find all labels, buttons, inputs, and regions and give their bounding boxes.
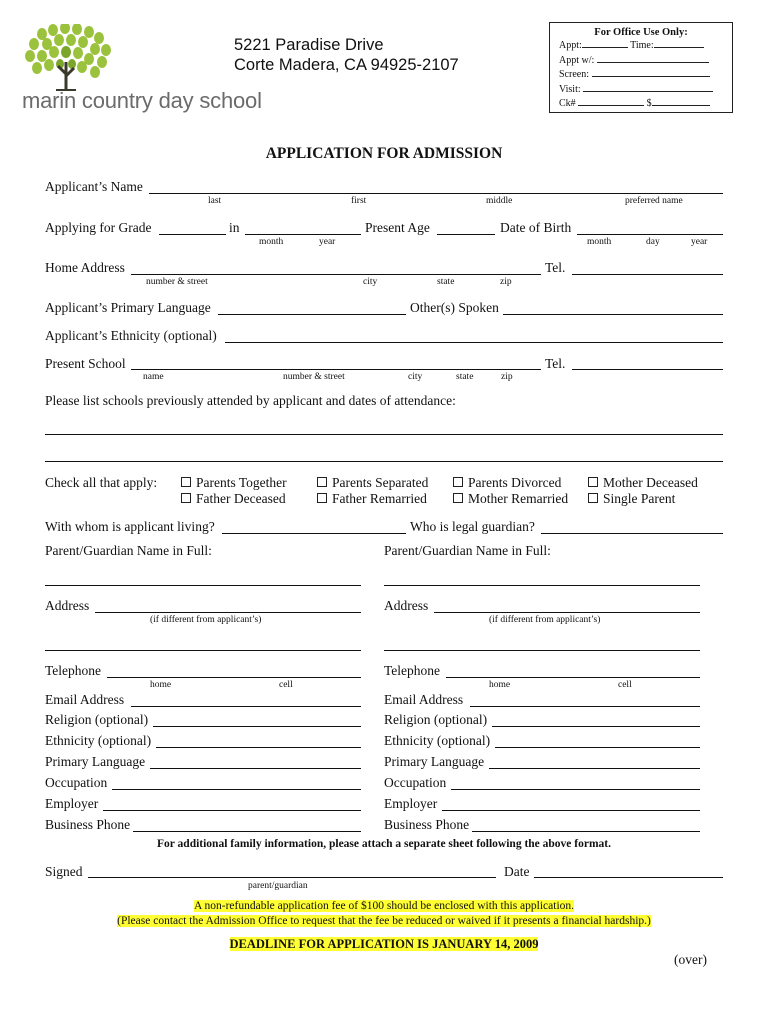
option-mother-remarried[interactable]	[453, 491, 568, 507]
parent-business-phone-field[interactable]	[472, 831, 700, 832]
parent-business-phone-label: Business Phone	[45, 817, 131, 832]
parent-occupation-field[interactable]	[451, 789, 700, 790]
parent-primary-language-label: Primary Language	[384, 754, 485, 769]
office-screen-label: Screen:	[559, 69, 589, 80]
living-with-field[interactable]	[222, 533, 406, 534]
sub-middle: middle	[486, 196, 513, 206]
previous-schools-label: Please list schools previously attended by applicant and dates of attendance:	[45, 393, 456, 408]
grade-label: Applying for Grade	[45, 220, 152, 235]
applicant-name-label: Applicant’s Name	[45, 179, 143, 194]
sub-first: first	[351, 196, 367, 206]
sub-preferred-name: preferred name	[625, 196, 683, 206]
office-appt-field[interactable]	[582, 38, 628, 48]
present-school-label: Present School	[45, 356, 126, 371]
parent-employer-field[interactable]	[442, 810, 700, 811]
parent-telephone-label: Telephone	[45, 663, 102, 678]
sub-dob-day: day	[646, 237, 660, 247]
office-dollar-label: $	[646, 98, 652, 109]
sub-if-different: (if different from applicant’s)	[489, 615, 601, 625]
parent-address-field[interactable]	[95, 612, 361, 613]
parent-employer-field[interactable]	[103, 810, 361, 811]
checkbox[interactable]	[453, 493, 463, 503]
others-spoken-field[interactable]	[503, 314, 723, 315]
option-label: Parents Together	[196, 475, 287, 490]
option-parents-together[interactable]	[181, 475, 287, 491]
home-address-label: Home Address	[45, 260, 125, 275]
parent-name-label: Parent/Guardian Name in Full:	[384, 543, 551, 558]
option-label: Mother Deceased	[603, 475, 698, 490]
parent-email-label: Email Address	[384, 692, 464, 707]
checkbox[interactable]	[453, 477, 463, 487]
parent-primary-language-field[interactable]	[489, 768, 700, 769]
parent-email-label: Email Address	[45, 692, 125, 707]
grade-field[interactable]	[159, 234, 226, 235]
parent-telephone-label: Telephone	[384, 663, 441, 678]
school-address-line1: 5221 Paradise Drive	[234, 36, 384, 54]
sub-school-zip: zip	[501, 372, 513, 382]
parent-occupation-label: Occupation	[45, 775, 108, 790]
parent-ethnicity-label: Ethnicity (optional)	[384, 733, 491, 748]
checkbox[interactable]	[317, 477, 327, 487]
sub-if-different: (if different from applicant’s)	[150, 615, 262, 625]
office-use-box	[549, 22, 733, 113]
parent-name-label: Parent/Guardian Name in Full:	[45, 543, 212, 558]
date-label: Date	[504, 864, 530, 879]
parent-primary-language-field[interactable]	[150, 768, 361, 769]
sub-home-zip: zip	[500, 277, 512, 287]
sub-dob-month: month	[587, 237, 612, 247]
over-note: (over)	[674, 952, 707, 967]
option-label: Parents Divorced	[468, 475, 562, 490]
school-tel-label: Tel.	[545, 356, 566, 371]
signed-label: Signed	[45, 864, 83, 879]
parent-business-phone-label: Business Phone	[384, 817, 470, 832]
office-ck-field[interactable]	[578, 96, 644, 106]
office-screen-field[interactable]	[592, 67, 710, 77]
parent-telephone-field[interactable]	[446, 677, 700, 678]
parent-primary-language-label: Primary Language	[45, 754, 146, 769]
check-all-label: Check all that apply:	[45, 475, 158, 490]
office-amount-field[interactable]	[652, 96, 710, 106]
school-tel-field[interactable]	[572, 369, 723, 370]
sub-cell: cell	[279, 680, 293, 690]
checkbox[interactable]	[588, 493, 598, 503]
sub-home-city: city	[363, 277, 378, 287]
sub-school-name: name	[143, 372, 164, 382]
legal-guardian-field[interactable]	[541, 533, 723, 534]
sub-home: home	[489, 680, 511, 690]
option-parents-separated[interactable]	[317, 475, 428, 491]
previous-schools-field-2[interactable]	[45, 461, 723, 462]
sub-grade-year: year	[319, 237, 336, 247]
home-tel-field[interactable]	[572, 274, 723, 275]
parent-religion-field[interactable]	[153, 726, 361, 727]
present-age-label: Present Age	[365, 220, 430, 235]
sub-grade-month: month	[259, 237, 284, 247]
parent-name-field[interactable]	[45, 585, 361, 586]
option-label: Father Remarried	[332, 491, 427, 506]
parent-religion-label: Religion (optional)	[384, 712, 488, 727]
sub-home-number-street: number & street	[146, 277, 208, 287]
primary-language-label: Applicant’s Primary Language	[45, 300, 211, 315]
office-appt-with-label: Appt w/:	[559, 54, 595, 66]
sub-last: last	[208, 196, 222, 206]
sub-home: home	[150, 680, 172, 690]
option-label: Mother Remarried	[468, 491, 569, 506]
primary-language-field[interactable]	[218, 314, 406, 315]
office-ck-label: Ck#	[559, 98, 576, 109]
parent-address-label: Address	[384, 598, 429, 613]
sub-school-city: city	[408, 372, 423, 382]
parent-address-label: Address	[45, 598, 90, 613]
checkbox[interactable]	[317, 493, 327, 503]
option-parents-divorced[interactable]	[453, 475, 561, 491]
option-mother-deceased[interactable]	[588, 475, 698, 491]
school-address-line2: Corte Madera, CA 94925-2107	[234, 56, 459, 74]
school-logo-tree	[22, 24, 116, 92]
home-address-field[interactable]	[131, 274, 541, 275]
parent-address-field[interactable]	[434, 612, 700, 613]
parent-employer-label: Employer	[45, 796, 99, 811]
checkbox[interactable]	[588, 477, 598, 487]
present-age-field[interactable]	[437, 234, 495, 235]
previous-schools-field-1[interactable]	[45, 434, 723, 435]
in-label: in	[229, 220, 240, 235]
sub-cell: cell	[618, 680, 632, 690]
parent-occupation-label: Occupation	[384, 775, 447, 790]
signature-field[interactable]	[88, 877, 496, 878]
others-spoken-label: Other(s) Spoken	[410, 300, 499, 315]
ethnicity-label: Applicant’s Ethnicity (optional)	[45, 328, 217, 343]
home-tel-label: Tel.	[545, 260, 566, 275]
form-title: APPLICATION FOR ADMISSION	[265, 145, 503, 162]
parent-email-field[interactable]	[470, 706, 700, 707]
additional-info-note: For additional family information, please attach a separate sheet following the above format.	[157, 838, 611, 850]
option-single-parent[interactable]	[588, 491, 675, 507]
office-visit-label: Visit:	[559, 83, 581, 95]
sub-parent-guardian: parent/guardian	[248, 881, 308, 891]
ethnicity-field[interactable]	[225, 342, 723, 343]
fee-note: A non-refundable application fee of $100 should be enclosed with this application.	[193, 900, 575, 912]
applicant-name-field[interactable]	[149, 193, 723, 194]
sub-school-number-street: number & street	[283, 372, 345, 382]
parent-ethnicity-field[interactable]	[156, 747, 361, 748]
parent-address-field-2[interactable]	[45, 650, 361, 651]
option-father-remarried[interactable]	[317, 491, 427, 507]
office-appt-label: Appt:	[559, 40, 582, 51]
option-label: Single Parent	[603, 491, 676, 506]
dob-field[interactable]	[577, 234, 723, 235]
office-appt-with-field[interactable]	[597, 53, 709, 63]
deadline-notice: DEADLINE FOR APPLICATION IS JANUARY 14, 2009	[229, 937, 539, 951]
sub-dob-year: year	[691, 237, 708, 247]
parent-religion-field[interactable]	[492, 726, 700, 727]
option-label: Father Deceased	[196, 491, 286, 506]
office-visit-field[interactable]	[583, 82, 713, 92]
sub-school-state: state	[456, 372, 474, 382]
option-label: Parents Separated	[332, 475, 429, 490]
checkbox[interactable]	[181, 477, 191, 487]
living-with-label: With whom is applicant living?	[45, 519, 215, 534]
date-field[interactable]	[534, 877, 723, 878]
parent-business-phone-field[interactable]	[133, 831, 361, 832]
legal-guardian-label: Who is legal guardian?	[410, 519, 535, 534]
parent-religion-label: Religion (optional)	[45, 712, 149, 727]
parent-email-field[interactable]	[131, 706, 361, 707]
parent-occupation-field[interactable]	[112, 789, 361, 790]
present-school-field[interactable]	[131, 369, 541, 370]
parent-ethnicity-field[interactable]	[495, 747, 700, 748]
office-time-field[interactable]	[654, 38, 704, 48]
fee-hardship-note: (Please contact the Admission Office to request that the fee be reduced or waived if it presents a financial hardship.)	[117, 915, 651, 927]
option-father-deceased[interactable]	[181, 491, 286, 507]
parent-ethnicity-label: Ethnicity (optional)	[45, 733, 152, 748]
dob-label: Date of Birth	[500, 220, 572, 235]
parent-address-field-2[interactable]	[384, 650, 700, 651]
parent-telephone-field[interactable]	[107, 677, 361, 678]
sub-home-state: state	[437, 277, 455, 287]
office-time-label: Time:	[630, 40, 654, 51]
office-use-title: For Office Use Only:	[594, 27, 688, 38]
parent-name-field[interactable]	[384, 585, 700, 586]
parent-employer-label: Employer	[384, 796, 438, 811]
grade-in-field[interactable]	[245, 234, 361, 235]
checkbox[interactable]	[181, 493, 191, 503]
school-name: marin country day school	[22, 88, 262, 113]
